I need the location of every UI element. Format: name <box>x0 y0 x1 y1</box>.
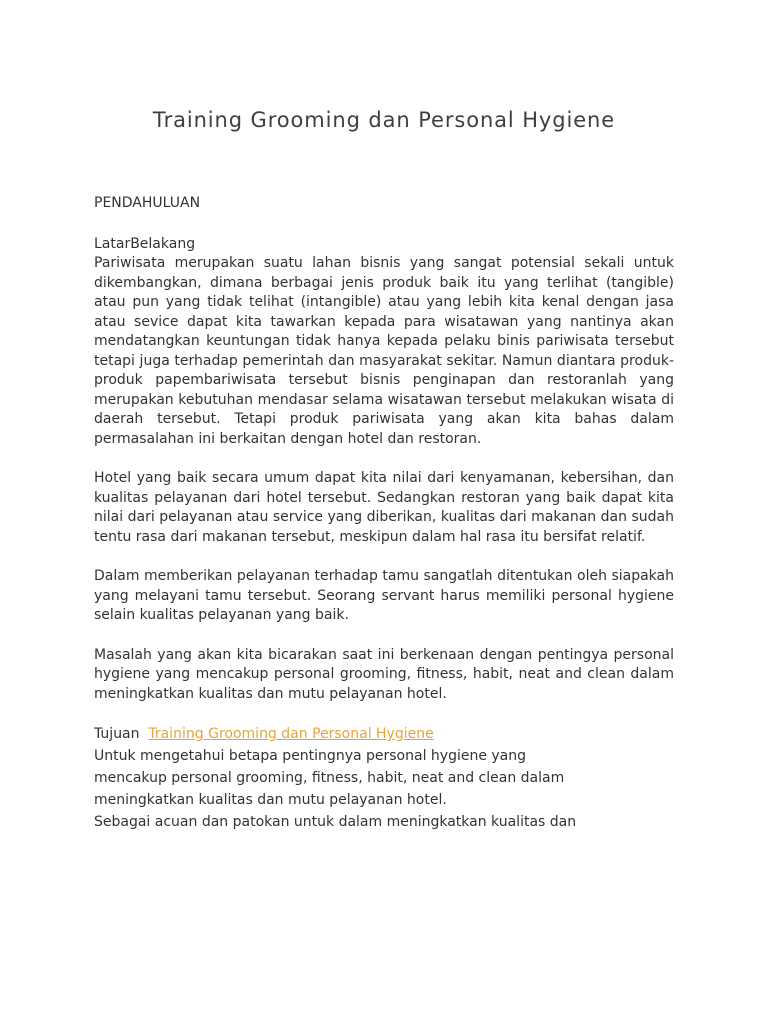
tujuan-line-4: Sebagai acuan dan patokan untuk dalam meningkatkan kualitas dan <box>94 814 577 830</box>
tujuan-line-2: mencakup personal grooming, fitness, habit, neat and clean dalam <box>94 770 565 786</box>
paragraph-4: Masalah yang akan kita bicarakan saat ini berkenaan dengan pentingya personal hygiene yang mencakup personal grooming, fitness, habit, neat and clean dalam meningkatkan kualitas dan mutu pelayanan hotel. <box>94 646 674 702</box>
document-title: Training Grooming dan Personal Hygiene <box>152 108 616 132</box>
section-heading: PENDAHULUAN <box>94 195 201 211</box>
paragraph-1: Pariwisata merupakan suatu lahan bisnis yang sangat potensial sekali untuk dikembangkan, dimana berbagai jenis produk baik itu yang terlihat (tangible) atau pun yang tidak telihat (intangible) atau yang lebih kita kenal dengan jasa atau sevice dapat kita tawarkan kepada para wisatawan yang nantinya akan mendatangkan keuntungan tidak hanya kepada pelaku binis pariwisata tersebut tetapi juga terhadap pemerintah dan masyarakat sekitar. Namun diantara produk-produk papembariwisata tersebut bisnis penginapan dan restoranlah yang merupakan kebutuhan mendasar selama wisatawan tersebut melakukan wisata di daerah tersebut. Tetapi produk pariwisata yang akan kita bahas dalam permasalahan ini berkaitan dengan hotel dan restoran. <box>94 255 674 447</box>
sub-heading: LatarBelakang <box>94 235 196 252</box>
tujuan-line-3: meningkatkan kualitas dan mutu pelayanan hotel. <box>94 792 447 808</box>
document-body <box>94 194 674 833</box>
tujuan-line-1: Untuk mengetahui betapa pentingnya personal hygiene yang <box>94 748 527 764</box>
tujuan-line <box>94 724 674 745</box>
tujuan-link[interactable]: Training Grooming dan Personal Hygiene <box>148 726 434 742</box>
paragraph-2: Hotel yang baik secara umum dapat kita nilai dari kenyamanan, kebersihan, dan kualitas pelayanan dari hotel tersebut. Sedangkan restoran yang baik dapat kita nilai dari pelayanan atau service yang diberikan, kualitas dari makanan dan sudah tentu rasa dari makanan tersebut, meskipun dalam hal rasa itu bersifat relatif. <box>94 470 674 545</box>
paragraph-3: Dalam memberikan pelayanan terhadap tamu sangatlah ditentukan oleh siapakah yang melayani tamu tersebut. Seorang servant harus memiliki personal hygiene selain kualitas pelayanan yang baik. <box>94 568 674 623</box>
tujuan-label: Tujuan <box>94 726 140 742</box>
